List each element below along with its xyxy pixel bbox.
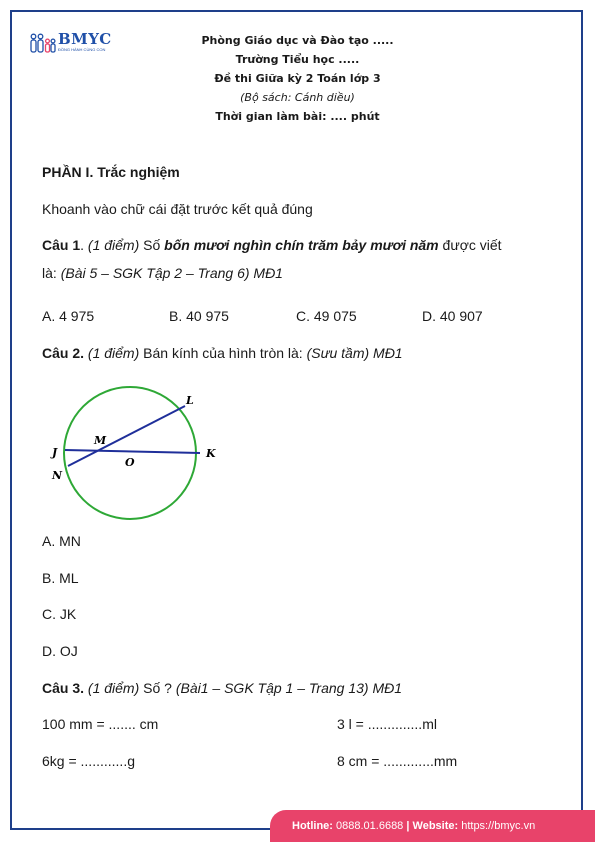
point-label-l: L — [186, 394, 194, 407]
question-2-option-d[interactable]: D. OJ — [42, 643, 78, 659]
header-department: Phòng Giáo dục và Đào tạo ..... — [201, 34, 394, 47]
point-label-o: O — [125, 456, 135, 469]
question-2-line — [42, 345, 403, 361]
question-1-option-c[interactable]: C. 49 075 — [296, 308, 357, 324]
footer-hotline-label: Hotline: — [292, 820, 333, 832]
footer-hotline[interactable]: 0888.01.6688 — [332, 820, 404, 832]
point-label-n: N — [52, 469, 63, 482]
question-1-line-2-pre: là: — [42, 265, 61, 281]
chord-jk — [65, 450, 200, 453]
logo-tagline: ĐỒNG HÀNH CÙNG CON — [58, 47, 106, 52]
question-1-number-words: bốn mươi nghìn chín trăm bảy mươi năm — [164, 237, 439, 253]
question-3-item-1[interactable]: 100 mm = ....... cm — [42, 716, 159, 732]
question-1-line-2 — [42, 265, 283, 281]
section-instruction: Khoanh vào chữ cái đặt trước kết quả đúng — [42, 201, 313, 217]
header-school: Trường Tiểu học ..... — [235, 53, 360, 66]
question-1-text-post: được viết — [438, 237, 502, 253]
question-2-points: (1 điểm) — [84, 345, 140, 361]
question-2-text: Bán kính của hình tròn là: — [139, 345, 307, 361]
footer-contact-bar — [270, 810, 595, 842]
question-3-text: Số ? — [139, 680, 176, 696]
question-3-points: (1 điểm) — [84, 680, 140, 696]
question-2-label: Câu 2. — [42, 345, 85, 361]
question-1-points: (1 điểm) — [84, 237, 140, 253]
point-label-m: M — [94, 434, 107, 447]
circle-figure — [40, 382, 240, 522]
question-1-reference: (Bài 5 – SGK Tập 2 – Trang 6) MĐ1 — [60, 265, 283, 281]
question-2-option-b[interactable]: B. ML — [42, 570, 79, 586]
question-1-line-1 — [42, 237, 502, 253]
footer-website-link[interactable]: https://bmyc.vn — [458, 820, 536, 832]
header-duration: Thời gian làm bài: .... phút — [215, 110, 380, 123]
exam-header — [0, 31, 595, 126]
question-1-label: Câu 1 — [42, 237, 81, 253]
question-3-item-3[interactable]: 6kg = ............g — [42, 753, 135, 769]
question-3-item-2[interactable]: 3 l = ..............ml — [337, 716, 437, 732]
question-2-reference: (Sưu tầm) MĐ1 — [306, 345, 403, 361]
header-exam-title: Đề thi Giữa kỳ 2 Toán lớp 3 — [214, 72, 381, 85]
question-3-label: Câu 3. — [42, 680, 85, 696]
logo-text: BMYC — [58, 30, 112, 48]
footer-website-label: Website: — [412, 820, 459, 832]
question-1-dot: . — [80, 237, 85, 253]
question-3-reference: (Bài1 – SGK Tập 1 – Trang 13) MĐ1 — [175, 680, 403, 696]
question-2-option-c[interactable]: C. JK — [42, 606, 77, 622]
question-1-option-d[interactable]: D. 40 907 — [422, 308, 483, 324]
question-3-item-4[interactable]: 8 cm = .............mm — [337, 753, 458, 769]
question-2-option-a[interactable]: A. MN — [42, 533, 81, 549]
question-1-option-b[interactable]: B. 40 975 — [169, 308, 229, 324]
question-1-text-pre: Số — [139, 237, 165, 253]
point-label-k: K — [206, 447, 216, 460]
question-1-option-a[interactable]: A. 4 975 — [42, 308, 95, 324]
section-title: PHẦN I. Trắc nghiệm — [42, 164, 180, 180]
question-3-line — [42, 680, 402, 696]
header-book-series: (Bộ sách: Cánh diều) — [240, 91, 355, 104]
point-label-j: J — [52, 446, 58, 459]
footer-separator: | — [403, 820, 413, 832]
